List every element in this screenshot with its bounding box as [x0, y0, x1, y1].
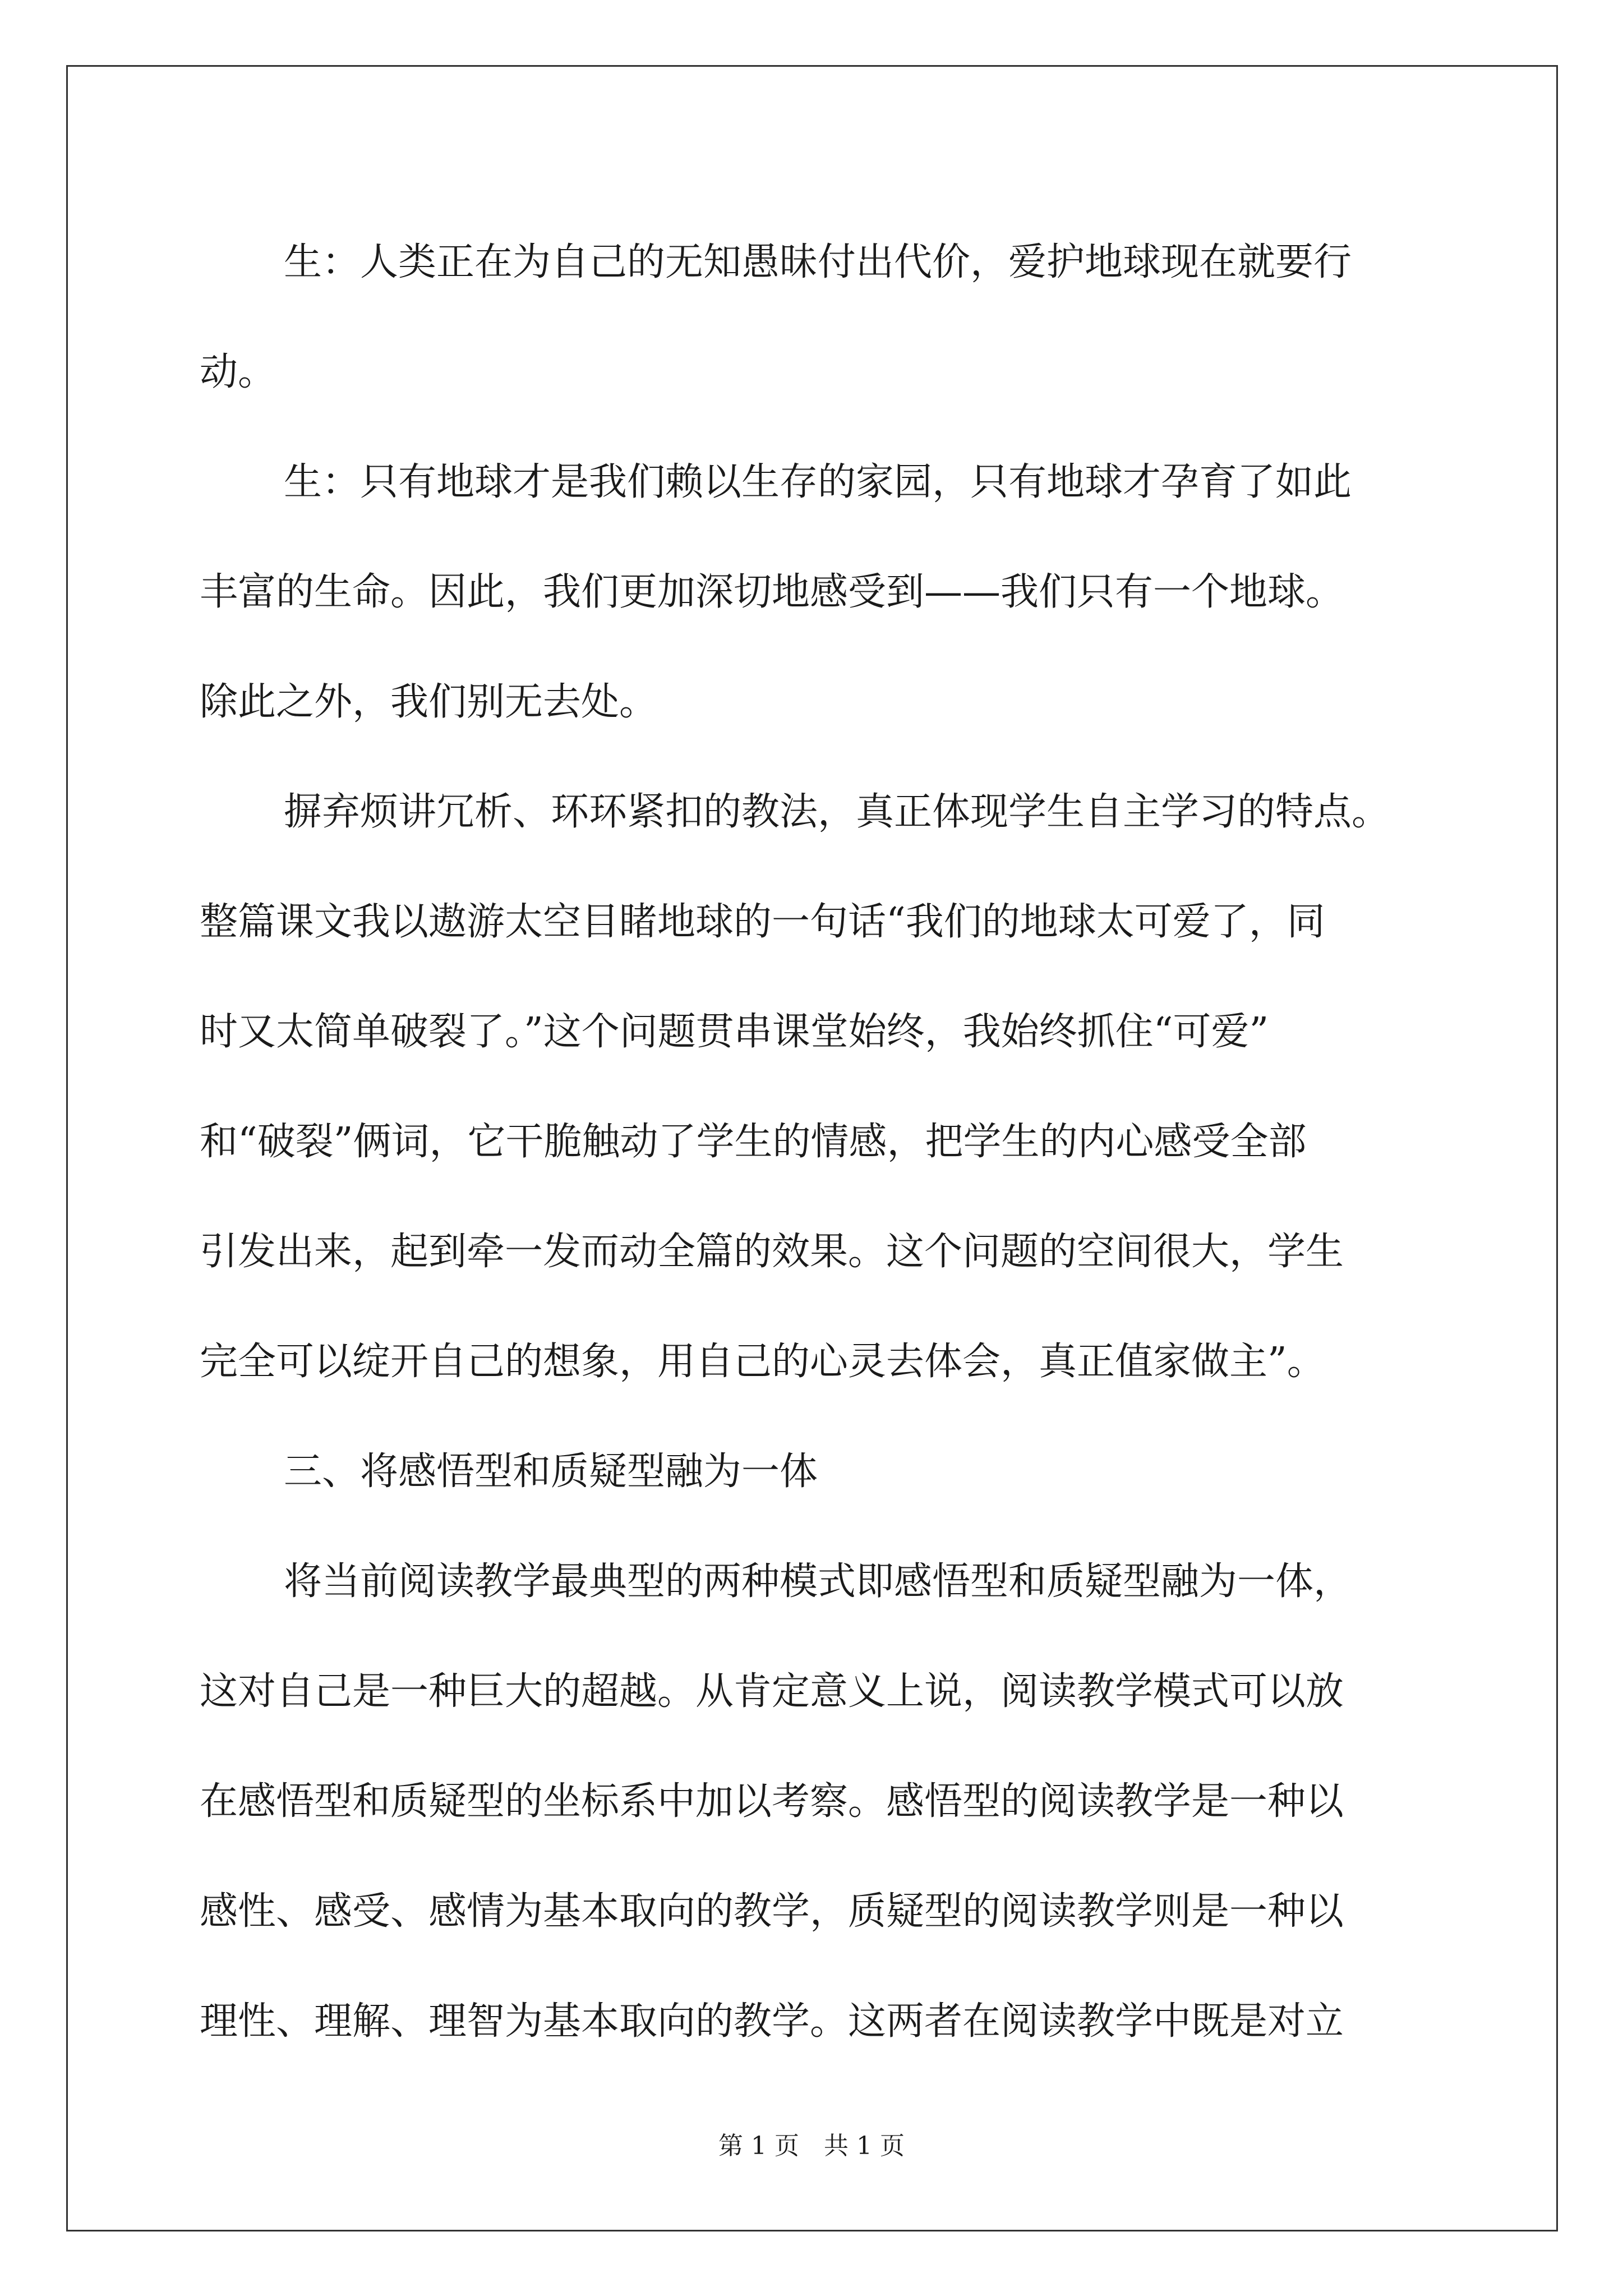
- document-body: [200, 208, 1433, 2077]
- text-line: 动。: [200, 350, 276, 394]
- text-line: 在感悟型和质疑型的坐标系中加以考察。感悟型的阅读教学是一种以: [200, 1779, 1344, 1824]
- text-line: 时又太简单破裂了。”这个问题贯串课堂始终，我始终抓住“可爱”: [200, 1010, 1269, 1054]
- text-line: 除此之外，我们别无去处。: [200, 680, 658, 724]
- text-line: 引发出来，起到牵一发而动全篇的效果。这个问题的空间很大，学生: [200, 1230, 1344, 1274]
- text-line: 这对自己是一种巨大的超越。从肯定意义上说，阅读教学模式可以放: [200, 1669, 1344, 1714]
- text-line: 生：只有地球才是我们赖以生存的家园，只有地球才孕育了如此: [284, 460, 1352, 504]
- text-line: 整篇课文我以遨游太空目睹地球的一句话“我们的地球太可爱了，同: [200, 900, 1325, 944]
- text-line: 理性、理解、理智为基本取向的教学。这两者在阅读教学中既是对立: [200, 1999, 1344, 2044]
- text-line: 感性、感受、感情为基本取向的教学，质疑型的阅读教学则是一种以: [200, 1889, 1344, 1934]
- text-line: 和“破裂”俩词，它干脆触动了学生的情感，把学生的内心感受全部: [200, 1120, 1307, 1164]
- section-heading: 三、将感悟型和质疑型融为一体: [284, 1450, 818, 1494]
- text-line: 生：人类正在为自己的无知愚昧付出代价，爱护地球现在就要行: [284, 240, 1352, 284]
- text-line: 摒弃烦讲冗析、环环紧扣的教法，真正体现学生自主学习的特点。: [284, 790, 1390, 834]
- text-line: 将当前阅读教学最典型的两种模式即感悟型和质疑型融为一体，: [284, 1559, 1352, 1604]
- text-line: 完全可以绽开自己的想象，用自己的心灵去体会，真正值家做主”。: [200, 1340, 1325, 1384]
- text-line: 丰富的生命。因此，我们更加深切地感受到——我们只有一个地球。: [200, 570, 1344, 614]
- page-footer: 第 1 页 共 1 页: [718, 2132, 905, 2160]
